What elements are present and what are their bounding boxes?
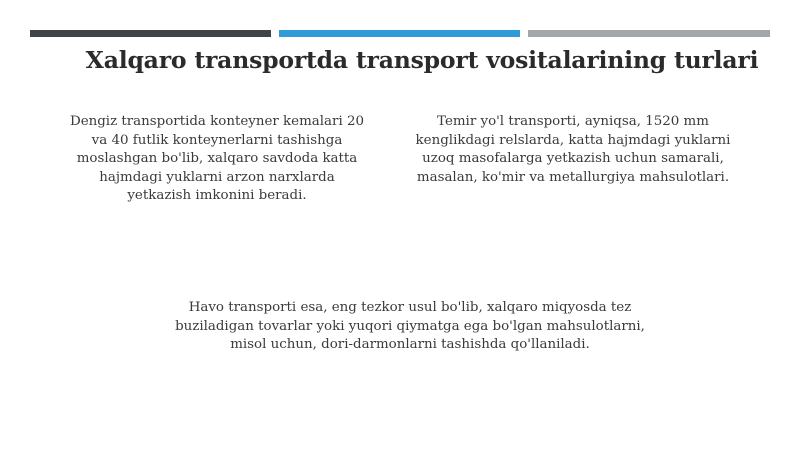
accent-bar-blue <box>279 30 520 37</box>
text-line: uzoq masofalarga yetkazish uchun samarali, <box>422 151 724 166</box>
text-line: moslashgan bo'lib, xalqaro savdoda katta <box>76 151 358 166</box>
air-transport-text <box>140 299 680 355</box>
text-line: masalan, ko'mir va metallurgiya mahsulotlari. <box>416 169 730 185</box>
text-line: misol uchun, dori-darmonlarni tashishda qo'llaniladi. <box>230 337 590 352</box>
text-line: va 40 futlik konteynerlarni tashishga <box>91 132 343 148</box>
rail-transport-text <box>398 113 748 187</box>
text-line: hajmdagi yuklarni arzon narxlarda <box>99 169 335 185</box>
text-line: Dengiz transportida konteyner kemalari 20 <box>69 114 365 129</box>
text-line: Havo transporti esa, eng tezkor usul bo'lib, xalqaro miqyosda tez <box>188 300 632 315</box>
text-line: kenglikdagi relslarda, katta hajmdagi yuklarni <box>415 132 731 148</box>
text-line: Temir yo'l transporti, ayniqsa, 1520 mm <box>437 114 709 129</box>
text-line: yetkazish imkonini beradi. <box>127 188 307 203</box>
accent-bar-gray <box>528 30 770 37</box>
accent-bar-dark <box>30 30 271 37</box>
sea-transport-text <box>52 113 382 206</box>
slide-title: Xalqaro transportda transport vositalarining turlari <box>85 46 759 74</box>
text-line: buziladigan tovarlar yoki yuqori qiymatga ega bo'lgan mahsulotlarni, <box>175 318 645 334</box>
